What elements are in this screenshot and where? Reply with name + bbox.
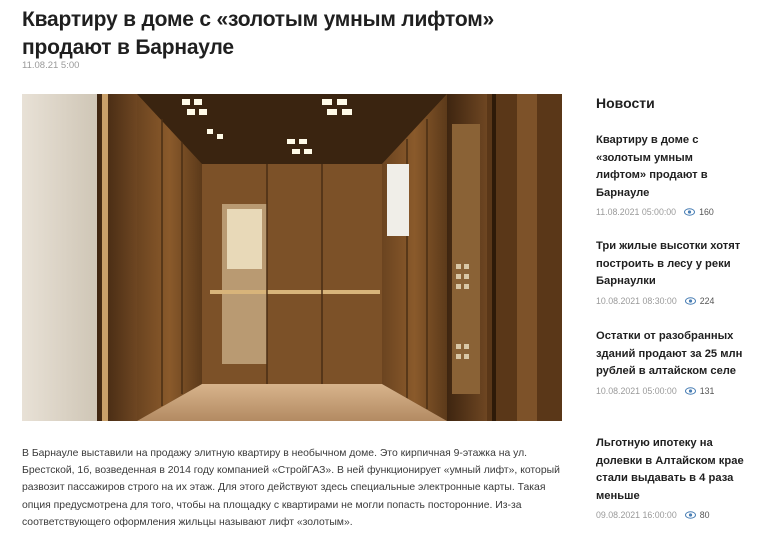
article-body: В Барнауле выставили на продажу элитную квартиру в необычном доме. Это кирпичная 9-этажка на ул. Брестской, 1б, возведенная в 2014 году компанией «СтройГАЗ». В ней функционирует «умный лифт», который развозит пассажиров строго на их этаж. Для этого действуют здесь специальные электронные карты. Такая опция предусмотрена для того, чтобы на площадку с квартирами не могли попасть посторонние. Из-за соответствующего оформления жильцы называют лифт «золотым». [22,448,560,528]
news-item-title[interactable]: Остатки от разобранных зданий продают за 25 млн рублей в алтайском селе [596,330,743,378]
news-item-views: 131 [699,385,715,396]
news-item-views: 80 [699,510,710,521]
news-item-date: 10.08.2021 05:00:00 [596,385,677,396]
news-item-views: 224 [699,295,715,306]
news-item-meta [596,385,746,397]
news-item-date: 10.08.2021 08:30:00 [596,295,677,306]
news-item-title[interactable]: Льготную ипотеку на долевки в Алтайском крае стали выдавать в 4 раза меньше [596,437,744,502]
eye-icon [684,208,695,216]
news-item[interactable] [596,328,746,397]
news-item-views: 160 [699,207,714,218]
news-item-meta [596,206,746,218]
eye-icon [685,297,696,305]
article-photo-elevator [22,94,562,421]
article-date: 11.08.21 5:00 [22,60,80,71]
news-item-title[interactable]: Квартиру в доме с «золотым умным лифтом» продают в Барнауле [596,134,708,199]
news-item[interactable] [596,238,746,307]
news-item[interactable] [596,132,746,218]
sidebar-title: Новости [596,95,655,111]
news-item-meta [596,295,746,307]
news-sidebar [596,94,746,521]
news-item-date: 11.08.2021 05:00:00 [596,207,677,218]
eye-icon [685,387,696,395]
news-item[interactable] [596,435,746,521]
eye-icon [685,511,696,519]
article-title: Квартиру в доме с «золотым умным лифтом» продают в Барнауле [22,8,495,59]
news-item-date: 09.08.2021 16:00:00 [596,510,677,521]
news-item-title[interactable]: Три жилые высотки хотят построить в лесу у реки Барнаулки [596,240,741,288]
news-item-meta [596,509,746,521]
